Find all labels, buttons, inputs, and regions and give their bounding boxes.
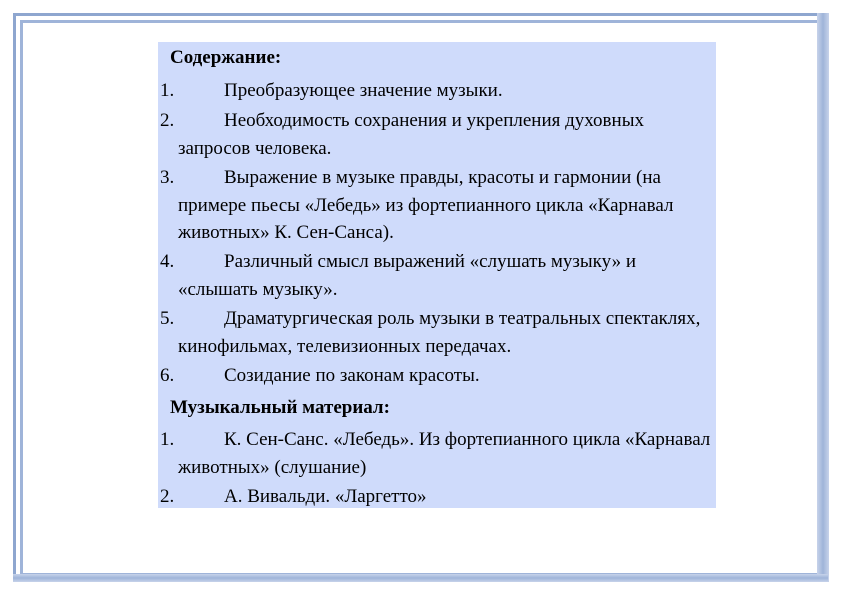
list-number: 1. [160, 429, 175, 450]
content-heading: Содержание: [170, 47, 282, 68]
list-number: 5. [160, 308, 175, 329]
material-item-2 [160, 483, 712, 511]
list-number: 4. [160, 251, 175, 272]
material-heading: Музыкальный материал: [170, 397, 390, 418]
list-text: Созидание по законам красоты. [224, 365, 480, 386]
content-item-5 [160, 305, 712, 360]
content-item-1 [160, 77, 712, 105]
list-text: А. Вивальди. «Ларгетто» [224, 486, 427, 507]
bottom-border-strip [13, 574, 828, 582]
list-text: Необходимость сохранения и укрепления духовных запросов человека. [178, 110, 644, 159]
content-item-3 [160, 164, 712, 247]
list-text: Различный смысл выражений «слушать музыку» и «слышать музыку». [178, 251, 637, 300]
material-item-1 [160, 426, 712, 481]
content-item-6 [160, 362, 712, 390]
list-text: К. Сен-Санс. «Лебедь». Из фортепианного цикла «Карнавал животных» (слушание) [178, 429, 711, 478]
list-text: Драматургическая роль музыки в театральных спектаклях, кинофильмах, телевизионных передачах. [178, 308, 701, 357]
content-item-2 [160, 107, 712, 162]
list-text: Выражение в музыке правды, красоты и гармонии (на примере пьесы «Лебедь» из фортепианного цикла «Карнавал животных» К. Сен-Санса). [178, 167, 674, 243]
list-number: 1. [160, 80, 175, 101]
list-text: Преобразующее значение музыки. [224, 80, 503, 101]
content-item-4 [160, 248, 712, 303]
list-number: 6. [160, 365, 175, 386]
list-number: 3. [160, 167, 175, 188]
right-border-strip [817, 13, 829, 582]
list-number: 2. [160, 110, 175, 131]
list-number: 2. [160, 486, 175, 507]
